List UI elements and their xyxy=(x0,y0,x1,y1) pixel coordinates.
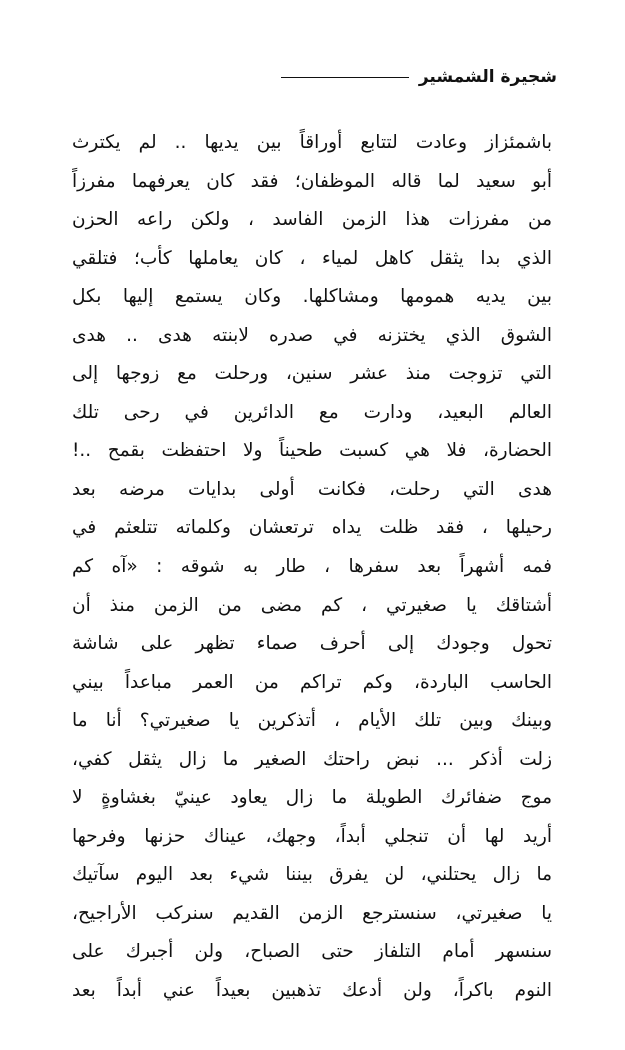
text-line: سنسهر أمام التلفاز حتى الصباح، ولن أجبرك على xyxy=(72,941,552,963)
text-line: وبينك وبين تلك الأيام ، أتذكرين يا صغيرتي؟ أنا ما xyxy=(72,710,552,732)
text-line: موج ضفائرك الطويلة ما زال يعاود عينيّ بغشاوةٍ لا xyxy=(72,787,552,809)
text-line: الحاسب الباردة، وكم تراكم من العمر مباعداً بيني xyxy=(72,671,552,693)
text-line: تحول وجودك إلى أحرف صماء تظهر على شاشة xyxy=(72,633,552,655)
text-line: رحيلها ، فقد ظلت يداه ترتعشان وكلماته تتلعثم في xyxy=(72,517,552,539)
text-line: أريد لها أن تنجلي أبداً، وجهك، عيناك حزنها وفرحها xyxy=(72,825,552,847)
text-line: الشوق الذي يختزنه في صدره لابنته هدى .. هدى xyxy=(72,324,552,346)
text-line: فمه أشهراً بعد سفرها ، طار به شوقه : «آه كم xyxy=(72,556,552,578)
running-header xyxy=(157,62,557,92)
text-line: ما زال يحتلني، لن يفرق بيننا شيء بعد اليوم سآتيك xyxy=(72,864,552,886)
body-text xyxy=(72,124,552,1011)
text-line: أشتاقك يا صغيرتي ، كم مضى من الزمن منذ أن xyxy=(72,594,552,616)
text-line: يا صغيرتي، سنسترجع الزمن القديم سنركب الأراجيح، xyxy=(72,902,552,924)
text-line: باشمئزاز وعادت لتتابع أوراقاً بين يديها .. لم يكترث xyxy=(72,132,552,153)
running-title: شجيرة الشمشير xyxy=(418,67,557,87)
text-line: من مفرزات هذا الزمن الفاسد ، ولكن راعه الحزن xyxy=(72,209,552,231)
text-line: الحضارة، فلا هي كسبت طحيناً ولا احتفظت بقمح ..! xyxy=(72,440,552,462)
text-line: أبو سعيد لما قاله الموظفان؛ فقد كان يعرفهما مفرزاً xyxy=(72,170,552,192)
text-line: العالم البعيد، ودارت مع الدائرين في رحى تلك xyxy=(72,401,552,423)
text-line: زلت أذكر ... نبض راحتك الصغير ما زال يثقل كفي، xyxy=(72,748,552,770)
text-line: النوم باكراً، ولن أدعك تذهبين بعيداً عني أبداً بعد xyxy=(72,980,552,1002)
text-line: هدى التي رحلت، فكانت أولى بدايات مرضه بعد xyxy=(72,478,552,500)
text-line: الذي بدا يثقل كاهل لمياء ، كان يعاملها كأب؛ فتلقي xyxy=(72,247,552,269)
header-rule xyxy=(281,77,409,78)
text-line: التي تزوجت منذ عشر سنين، ورحلت مع زوجها إلى xyxy=(72,363,552,385)
text-line: بين يديه همومها ومشاكلها. وكان يستمع إليها بكل xyxy=(72,286,552,308)
